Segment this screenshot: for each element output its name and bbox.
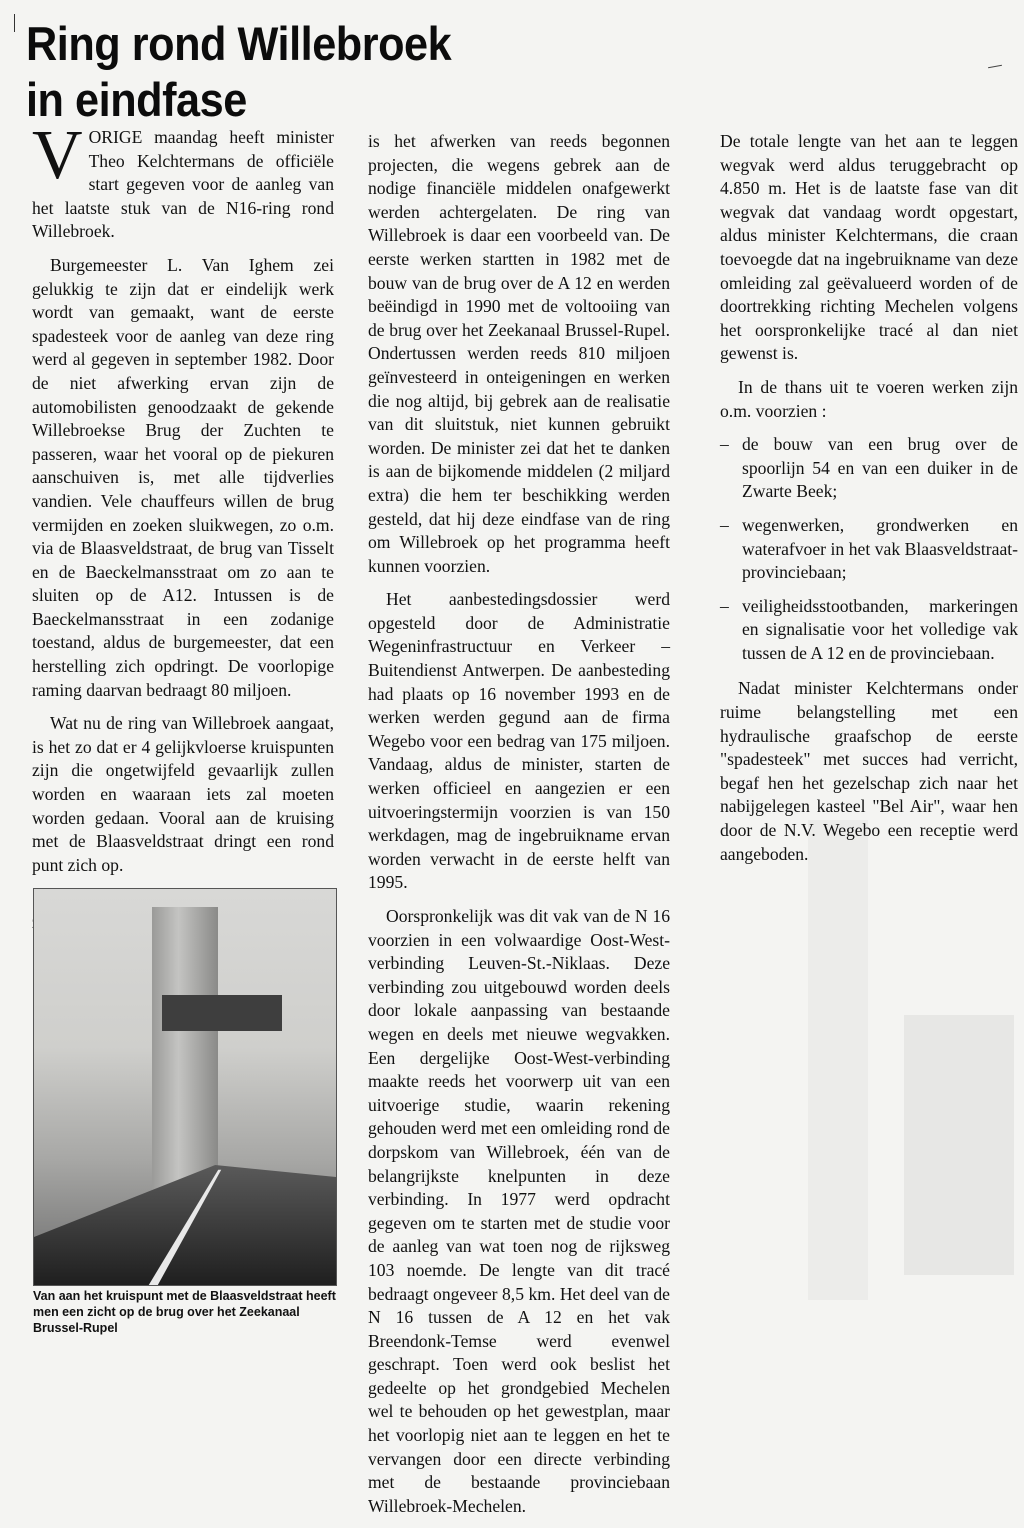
bridge-photo (33, 888, 337, 1286)
bridge-deck (162, 995, 282, 1031)
pencil-mark (988, 65, 1002, 68)
headline-line-1: Ring rond Willebroek (26, 17, 452, 70)
column-1 (32, 117, 334, 945)
paragraph: De totale lengte van het aan te leggen wegvak werd aldus teruggebracht op 4.850 m. Het is de laatste fase van dit wegvak dat vandaag wordt opgestart, aldus minister Kelchtermans, die craan toevoegde dat na ingebruikname van deze omleiding zal geëvalueerd worden of de doortrekking richting Mechelen volgens het oorspronkelijke tracé al dan niet gewenst is. (720, 131, 1018, 364)
column-2 (368, 130, 670, 1528)
paragraph: is het afwerken van reeds begonnen projecten, die wegens gebrek aan de nodige financiële middelen onafgewerkt werden achtergelaten. De ring van Willebroek is daar een voorbeeld van. De eerste werken startten in 1982 met de bouw van de brug over de A 12 en werden beëindigd in 1990 met de voltooiing van de brug over het Zeekanaal Brussel-Rupel. Ondertussen werden reeds 810 miljoen geïnvesteerd in onteigeningen en werken die nog altijd, bij gebrek aan de realisatie van dit sluitstuk, niet kunnen gebruikt worden. De minister zei dat het te danken is aan de bijkomende middelen (2 miljard extra) die hem ter beschikking werden gesteld, dat hij deze eindfase van de ring om Willebroek op het programma heeft kunnen voorzien. (368, 131, 670, 576)
paragraph: Wat nu de ring van Willebroek aangaat, is het zo dat er 4 gelijkvloerse kruispunten zijn die ongetwijfeld gevaarlijk zullen worden en waaraan iets zal moeten worden gedaan. Vooral aan de kruising met de Blaasveldstraat dringt een rond punt zich op. (32, 713, 334, 875)
paragraph: Burgemeester L. Van Ighem zei gelukkig te zijn dat er eindelijk werk wordt van gemaakt, want de eerste spadesteek voor de aanleg van deze ring werd al gegeven in september 1982. Door de niet afwerking ervan zijn de automobilisten genoodzaakt de gekende Willebroekse Brug der Zuchten te passeren, waar het vooral op de piekuren aanschuiven is, met alle tijdverlies vandien. Vele chauffeurs willen de brug vermijden en zoeken sluikwegen, zo o.m. via de Blaasveldstraat, de brug van Tisselt en de Baeckelmansstraat om zo aan te sluiten op de A12. Intussen is de Baeckelmansstraat in een zodanige toestand, aldus de burgemeester, dat een herstelling zich opdringt. De voorlopige raming daarvan bedraagt 80 miljoen. (32, 254, 334, 700)
paragraph: Nadat minister Kelchtermans onder ruime belangstelling met een hydraulische graafschop de eerste "spadesteek" met succes had verricht, begaf hen het gezelschap zich naar het nabijgelegen kasteel "Bel Air", waar hen door de N.V. Wegebo een receptie werd aangeboden. (720, 678, 1018, 864)
bleed-through-strip (808, 820, 868, 1300)
works-list (720, 433, 1018, 665)
bleed-through-box (904, 1015, 1014, 1275)
headline (26, 16, 451, 128)
paragraph: In de thans uit te voeren werken zijn o.m. voorzien : (720, 376, 1018, 421)
list-item: – de bouw van een brug over de spoorlijn 54 en van een duiker in de Zwarte Beek; (720, 433, 1018, 504)
margin-mark (14, 14, 15, 32)
lead-text: ORIGE maandag heeft minister Theo Kelchtermans de officiële start gegeven voor de aanleg van het laatste stuk van de N16-ring rond Willebroek. (32, 127, 334, 242)
paragraph: Oorspronkelijk was dit vak van de N 16 voorzien in een volwaardige Oost-West- verbinding Leuven-St.-Niklaas. Deze verbinding zou uitgebouwd worden deels door lokale aanpassing van bestaande wegen en deels met nieuwe wegvakken. Een dergelijke Oost-West-verbinding maakte reeds het voorwerp uit van een uitvoerige studie, waarin rekening gehouden werd met een omleiding rond de dorpskom van Willebroek, één van de belangrijkste knelpunten in deze verbinding. In 1977 werd opdracht gegeven om te starten met de studie voor de aanleg van wat toen nog de rijksweg 103 noemde. De lengte van dit tracé bedraagt ongeveer 8,5 km. Het deel van de N 16 tussen de A 12 en het vak Breendonk-Temse werd evenwel geschrapt. Toen werd ook beslist het gedeelte op het grondgebied Mechelen wel te behouden op het gewestplan, maar het voorlopig niet aan te leggen en het te vervangen door een directe verbinding met de bestaande provinciebaan Willebroek-Mechelen. (368, 906, 670, 1516)
paragraph: Het aanbestedingsdossier werd opgesteld door de Administratie Wegeninfrastructuur en Verkeer – Buitendienst Antwerpen. De aanbesteding had plaats op 16 november 1993 en de werken werden gegund aan de firma Wegebo voor een bedrag van 175 miljoen. Vandaag, aldus de minister, starten de werken officieel en aangezien er een uitvoeringstermijn voorzien is van 150 werkdagen, mag de ingebruikname ervan worden verwacht in de eerste helft van 1995. (368, 589, 670, 893)
bridge-tower (152, 907, 218, 1207)
list-item: – wegenwerken, grondwerken en waterafvoer in het vak Blaasveldstraat-provinciebaan; (720, 514, 1018, 585)
photo-caption: Van aan het kruispunt met de Blaasveldstraat heeft men een zicht op de brug over het Zeekanaal Brussel-Rupel (33, 1289, 336, 1335)
column-3 (720, 130, 1018, 876)
list-item: – veiligheidsstootbanden, markeringen en signalisatie voor het volledige vak tussen de A 12 en de provinciebaan. (720, 595, 1018, 666)
headline-line-2: in eindfase (26, 73, 247, 126)
lead-paragraph (32, 117, 334, 244)
drop-cap: V (32, 117, 83, 194)
